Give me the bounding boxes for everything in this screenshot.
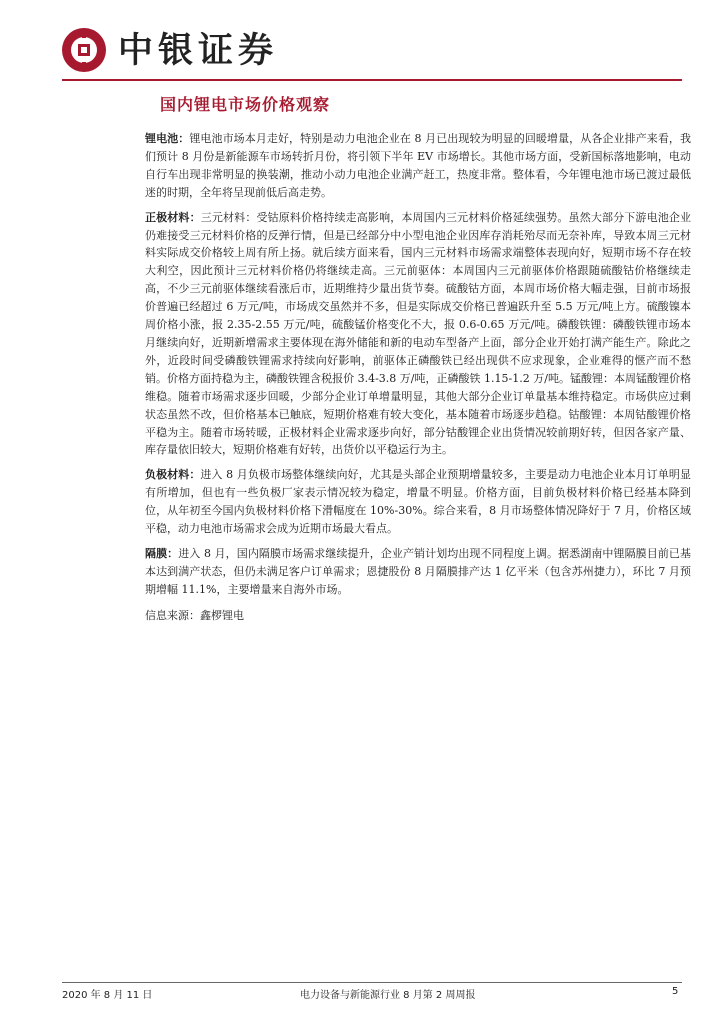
brand-name: 中银证券	[118, 31, 279, 71]
page-number: 5	[672, 986, 679, 997]
paragraph-text: 进入 8 月负极市场整体继续向好，尤其是头部企业预期增量较多，主要是动力电池企业本月订单明显有所增加，但也有一些负极厂家表示情况较为稳定，增量不明显。价格方面，目前负极材料价格已经基本降到位，从年初至今国内负极材料价格下滑幅度在 10%-30%。综合来看，8 月市场整体情况降好于 7 月，价格区域平稳，动力电池市场需求会成为近期市场最大看点。	[145, 468, 692, 536]
paragraph-separator	[145, 545, 691, 599]
paragraph-lead: 正极材料：	[145, 210, 201, 224]
paragraph-lithium-battery	[145, 130, 691, 202]
section-title: 国内锂电市场价格观察	[160, 95, 331, 114]
paragraph-text: 进入 8 月，国内隔膜市场需求继续提升，企业产销计划均出现不同程度上调。据悉湖南中锂隔膜目前已基本达到满产状态，但仍未满足客户订单需求；恩捷股份 8 月隔膜排产达 1 亿平米（包含苏州捷力），环比 7 月预期增幅 11.1%，主要增量来自海外市场。	[145, 546, 691, 596]
footer-rule	[62, 982, 682, 983]
bank-of-china-logo-icon	[62, 28, 106, 72]
footer-report-title: 电力设备与新能源行业 8 月第 2 周周报	[300, 990, 476, 1001]
paragraph-text: 三元材料：受钴原料价格持续走高影响，本周国内三元材料价格延续强势。虽然大部分下游电池企业仍难接受三元材料价格的反弹行情，但是已经部分中小型电池企业因库存消耗殆尽而无奈补库，导致本周三元材料实际成交价格较上周有所上扬。就后续方面来看，国内三元材料市场需求端整体表现向好，短期市场不存在较大利空，因此预计三元材料价格仍将继续走高。三元前驱体：本周国内三元前驱体价格跟随硫酸钴价格继续走高，不少三元前驱体继续看涨后市，近期维持少量出货节奏。硫酸钴方面，本周市场价格大幅走强，目前市场报价普遍已经超过 6 万元/吨，市场成交虽然并不多，但是实际成交价格已普遍跃升至 5.5 万元/吨上方。硫酸镍本周价格小涨，报 2.35-2.55 万元/吨，硫酸锰价格变化不大，报 0.6-0.65 万元/吨。磷酸铁锂：磷酸铁锂市场本月继续向好，近期新增需求主要体现在海外储能和新的电动车型备产上面，部分企业开始打满产能生产。除此之外，近段时间受磷酸铁锂需求持续向好影响，前驱体正磷酸铁已经出现供不应求现象，企业难得的惬产而不愁销。价格方面持稳为主，磷酸铁锂含税报价 3.4-3.8 万/吨，正磷酸铁 1.15-1.2 万/吨。锰酸锂：本周锰酸锂价格维稳。随着市场需求逐步回暖，少部分企业订单增量明显，其他大部分企业订单量基本维持稳定。市场供应过剩状态虽然不改，但价格基本已触底，短期价格难有较大变化，基本随着市场逐步趋稳。钴酸锂：本周钴酸锂价格平稳为主。随着市场转暖，正极材料企业需求逐步向好，部分钴酸锂企业出货情况较前期好转，但因各家产量、库存量依旧较大，短期价格难有好转，出货价以平稳运行为主。	[145, 210, 692, 457]
paragraph-cathode	[145, 209, 691, 460]
source-note: 信息来源：鑫椤锂电	[145, 608, 244, 622]
paragraph-anode	[145, 466, 691, 538]
paragraph-text: 锂电池市场本月走好，特别是动力电池企业在 8 月已出现较为明显的回暖增量，从各企业排产来看，我们预计 8 月份是新能源车市场转折月份，将引领下半年 EV 市场增长。其他市场方面，受新国标落地影响，电动自行车出现非常明显的换装潮，推动小动力电池企业满产赶工，热度非常。整体看，今年锂电池市场已渡过最低迷的时期，全年将呈现前低后高走势。	[145, 132, 691, 199]
paragraph-lead: 隔膜：	[145, 546, 179, 560]
header-rule	[62, 79, 682, 81]
page-header	[62, 28, 682, 76]
paragraph-lead: 锂电池：	[145, 132, 190, 145]
paragraph-lead: 负极材料：	[145, 468, 201, 482]
report-body	[145, 130, 691, 632]
footer-date: 2020 年 8 月 11 日	[62, 990, 153, 1001]
